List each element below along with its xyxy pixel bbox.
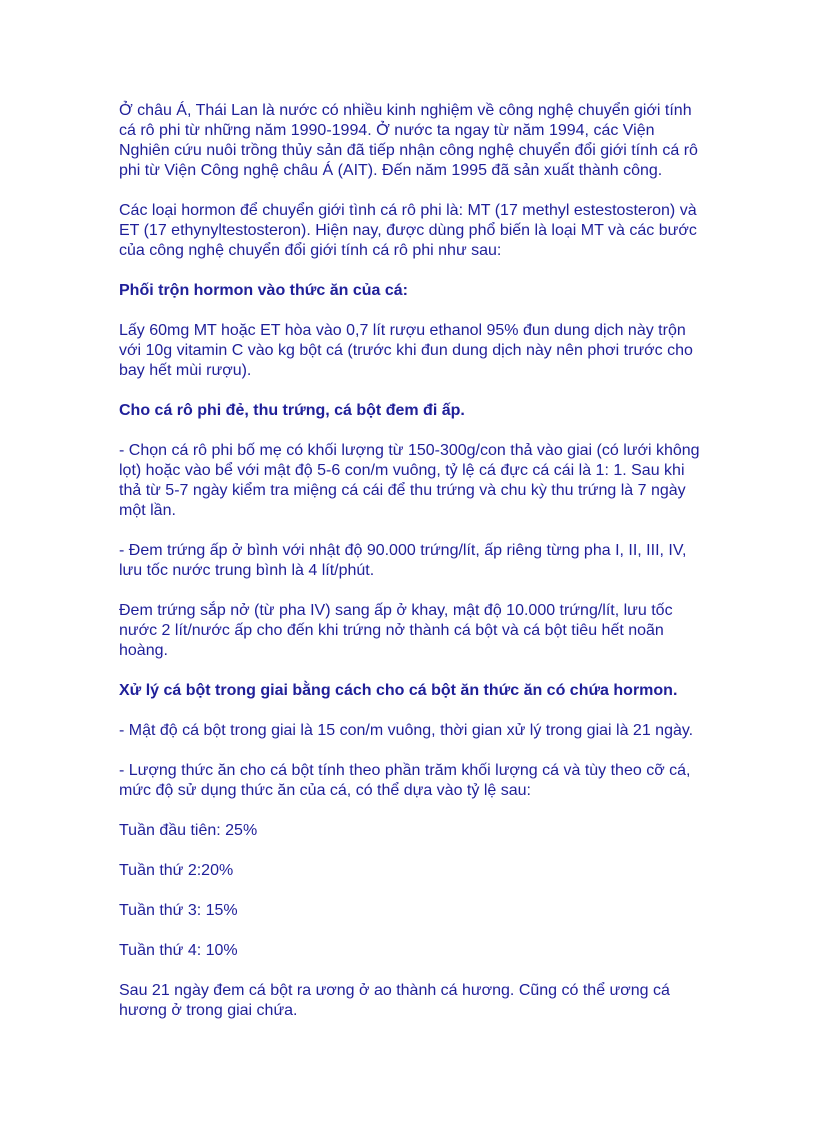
week-2-rate: Tuần thứ 2:20% [119,862,234,879]
week-4-rate: Tuần thứ 4: 10% [119,942,238,959]
feed-amount-paragraph: - Lượng thức ăn cho cá bột tính theo phần trăm khối lượng cá và tùy theo cỡ cá, mức độ sử dụng thức ăn của cá, có thể dựa vào tỷ lệ sau: [119,762,691,799]
hormone-types-paragraph: Các loại hormon để chuyển giới tình cá rô phi là: MT (17 methyl estestosteron) và ET (17 ethynyltestosteron). Hiện nay, được dùng phổ biến là loại MT và các bước của công nghệ chuyển đổi giới tính cá rô phi như sau: [119,202,697,259]
hormone-mixing-paragraph: Lấy 60mg MT hoặc ET hòa vào 0,7 lít rượu ethanol 95% đun dung dịch này trộn với 10g vitamin C vào kg bột cá (trước khi đun dung dịch này nên phơi trước cho bay hết mùi rượu). [119,322,693,379]
week-1-rate: Tuần đầu tiên: 25% [119,822,258,839]
section-heading-fry-treatment: Xử lý cá bột trong giai bằng cách cho cá bột ăn thức ăn có chứa hormon. [119,682,678,699]
incubation-tray-paragraph: Đem trứng sắp nở (từ pha IV) sang ấp ở khay, mật độ 10.000 trứng/lít, lưu tốc nước 2 lít/nước ấp cho đến khi trứng nở thành cá bột và cá bột tiêu hết noãn hoàng. [119,602,673,659]
intro-paragraph: Ở châu Á, Thái Lan là nước có nhiều kinh nghiệm về công nghệ chuyển giới tính cá rô phi từ những năm 1990-1994. Ở nước ta ngay từ năm 1994, các Viện Nghiên cứu nuôi trồng thủy sản đã tiếp nhận công nghệ chuyển đổi giới tính cá rô phi từ Viện Công nghệ châu Á (AIT). Đến năm 1995 đã sản xuất thành công. [119,102,698,179]
fry-density-paragraph: - Mật độ cá bột trong giai là 15 con/m vuông, thời gian xử lý trong giai là 21 ngày. [119,722,694,739]
section-heading-spawning: Cho cá rô phi đẻ, thu trứng, cá bột đem đi ấp. [119,402,465,419]
incubation-bottle-paragraph: - Đem trứng ấp ở bình với nhật độ 90.000 trứng/lít, ấp riêng từng pha I, II, III, IV, lưu tốc nước trung bình là 4 lít/phút. [119,542,687,579]
week-3-rate: Tuần thứ 3: 15% [119,902,238,919]
section-heading-hormone-mixing: Phối trộn hormon vào thức ăn của cá: [119,282,408,299]
closing-paragraph: Sau 21 ngày đem cá bột ra ương ở ao thành cá hương. Cũng có thể ương cá hương ở trong giai chứa. [119,982,670,1019]
broodstock-paragraph: - Chọn cá rô phi bố mẹ có khối lượng từ 150-300g/con thả vào giai (có lưới không lọt) hoặc vào bể với mật độ 5-6 con/m vuông, tỷ lệ cá đực cá cái là 1: 1. Sau khi thả từ 5-7 ngày kiểm tra miệng cá cái để thu trứng và chu kỳ thu trứng là 7 ngày một lần. [119,442,700,519]
document-body [119,101,704,1041]
